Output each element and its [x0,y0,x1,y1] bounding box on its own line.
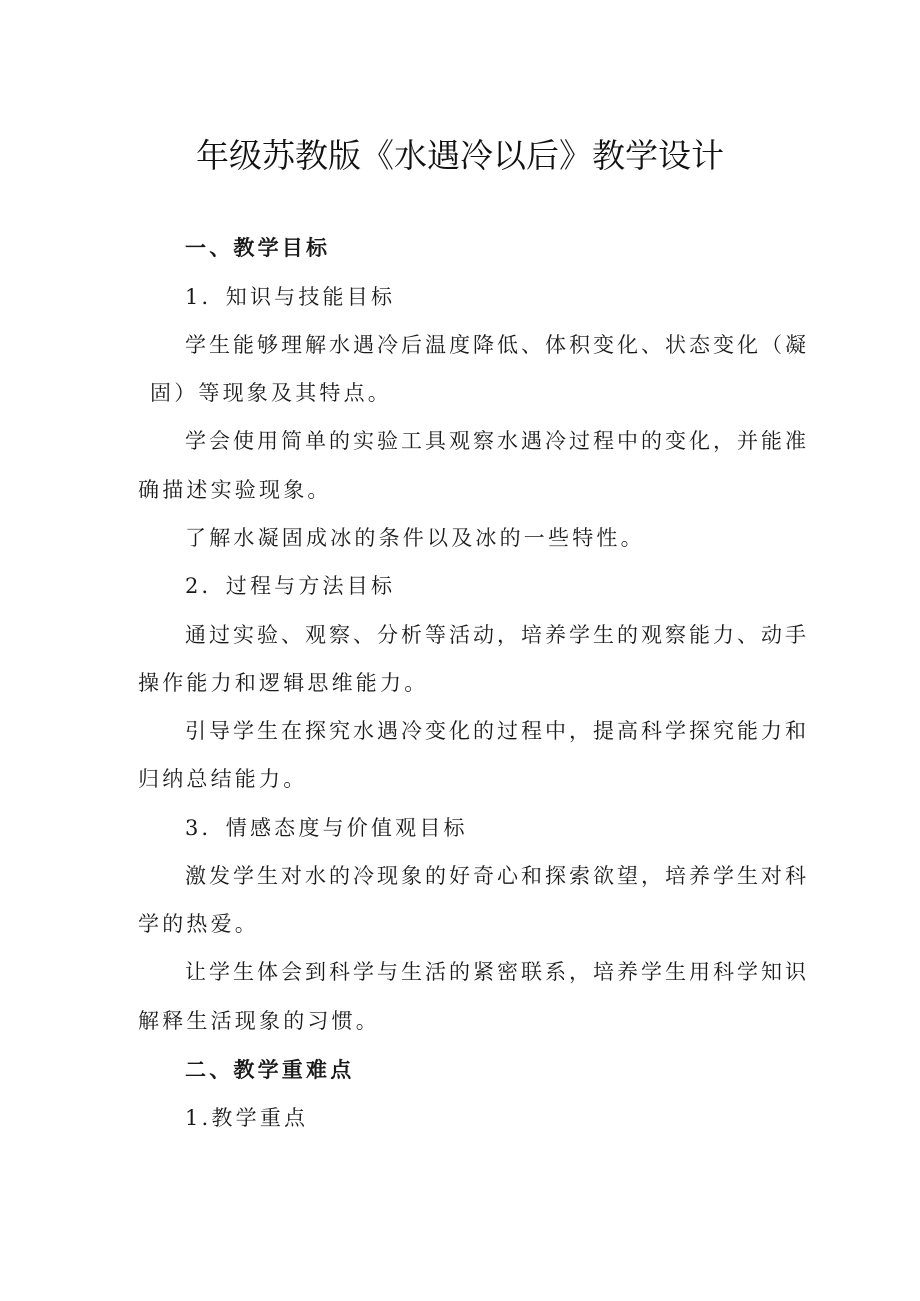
paragraph-line: 激发学生对水的冷现象的好奇心和探索欲望，培养学生对科 [185,864,809,888]
paragraph-line: 让学生体会到科学与生活的紧密联系，培养学生用科学知识 [185,960,809,984]
section-heading-key-difficult-points: 二、教学重难点 [185,1058,355,1082]
paragraph-line: 解释生活现象的习惯。 [138,1009,380,1033]
paragraph-line: 了解水凝固成冰的条件以及冰的一些特性。 [185,526,645,550]
paragraph-line: 通过实验、观察、分析等活动，培养学生的观察能力、动手 [185,623,809,647]
paragraph-line: 学生能够理解水遇冷后温度降低、体积变化、状态变化（凝 [185,333,809,357]
paragraph-line: 学的热爱。 [138,912,259,936]
paragraph-line: 归纳总结能力。 [138,767,308,791]
section-heading-teaching-objectives: 一、教学目标 [185,236,331,260]
subheading-emotion-values: 3．情感态度与价值观目标 [185,816,468,840]
subheading-knowledge-skills: 1．知识与技能目标 [185,285,396,309]
subheading-process-methods: 2．过程与方法目标 [185,574,396,598]
paragraph-line: 固）等现象及其特点。 [150,381,392,405]
paragraph-line: 引导学生在探究水遇冷变化的过程中，提高科学探究能力和 [185,719,809,743]
document-title: 年级苏教版《水遇冷以后》教学设计 [196,136,724,175]
paragraph-line: 学会使用简单的实验工具观察水遇冷过程中的变化，并能准 [185,429,809,453]
paragraph-line: 确描述实验现象。 [138,478,332,502]
paragraph-line: 操作能力和逻辑思维能力。 [138,671,429,695]
subheading-teaching-key-points: 1.教学重点 [185,1106,309,1130]
